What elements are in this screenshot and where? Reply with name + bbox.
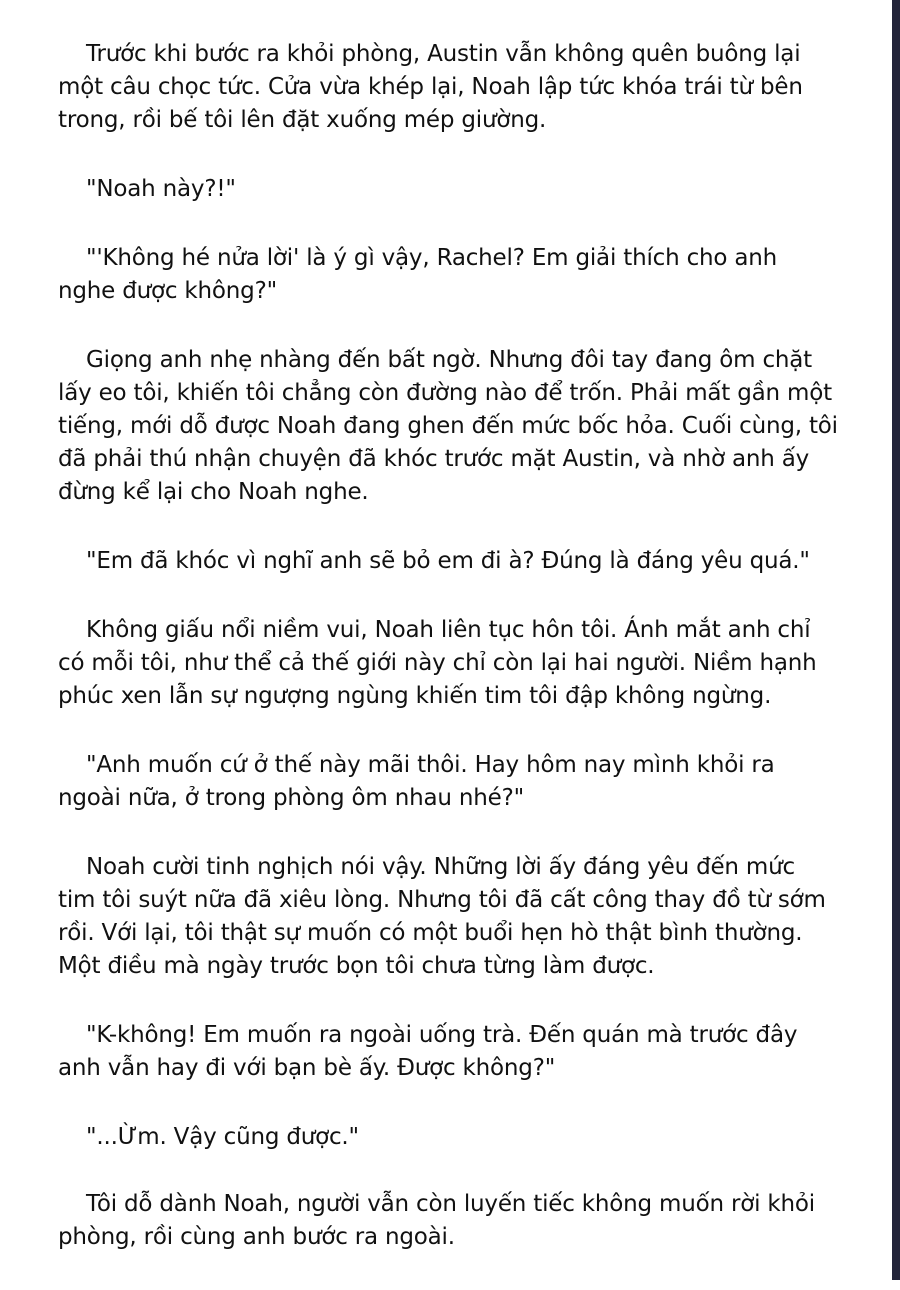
- paragraph-5: "Em đã khóc vì nghĩ anh sẽ bỏ em đi à? Đúng là đáng yêu quá.": [86, 548, 810, 574]
- paragraph-3: "'Không hé nửa lời' là ý gì vậy, Rachel? Em giải thích cho anh nghe được không?": [58, 245, 778, 304]
- paragraph-6: Không giấu nổi niềm vui, Noah liên tục hôn tôi. Ánh mắt anh chỉ có mỗi tôi, như thể cả thế giới này chỉ còn lại hai người. Niềm hạnh phúc xen lẫn sự ngượng ngùng khiến tim tôi đập không ngừng.: [58, 617, 817, 709]
- paragraph-8: Noah cười tinh nghịch nói vậy. Những lời ấy đáng yêu đến mức tim tôi suýt nữa đã xiêu lòng. Nhưng tôi đã cất công thay đồ từ sớm rồi. Với lại, tôi thật sự muốn có một buổi hẹn hò thật bình thường. Một điều mà ngày trước bọn tôi chưa từng làm được.: [58, 854, 826, 979]
- paragraph-11: Tôi dỗ dành Noah, người vẫn còn luyến tiếc không muốn rời khỏi phòng, rồi cùng anh bước ra ngoài.: [58, 1191, 815, 1250]
- page-edge-border: [892, 0, 900, 1280]
- paragraph-4: Giọng anh nhẹ nhàng đến bất ngờ. Nhưng đôi tay đang ôm chặt lấy eo tôi, khiến tôi chẳng còn đường nào để trốn. Phải mất gần một tiếng, mới dỗ được Noah đang ghen đến mức bốc hỏa. Cuối cùng, tôi đã phải thú nhận chuyện đã khóc trước mặt Austin, và nhờ anh ấy đừng kể lại cho Noah nghe.: [58, 347, 838, 505]
- story-text-page: [58, 38, 838, 1290]
- paragraph-10: "...Ừm. Vậy cũng được.": [86, 1124, 359, 1150]
- paragraph-9: "K-không! Em muốn ra ngoài uống trà. Đến quán mà trước đây anh vẫn hay đi với bạn bè ấy. Được không?": [58, 1022, 798, 1081]
- paragraph-7: "Anh muốn cứ ở thế này mãi thôi. Hay hôm nay mình khỏi ra ngoài nữa, ở trong phòng ôm nhau nhé?": [58, 752, 775, 811]
- paragraph-1: Trước khi bước ra khỏi phòng, Austin vẫn không quên buông lại một câu chọc tức. Cửa vừa khép lại, Noah lập tức khóa trái từ bên trong, rồi bế tôi lên đặt xuống mép giường.: [58, 41, 803, 133]
- paragraph-2: "Noah này?!": [86, 176, 236, 202]
